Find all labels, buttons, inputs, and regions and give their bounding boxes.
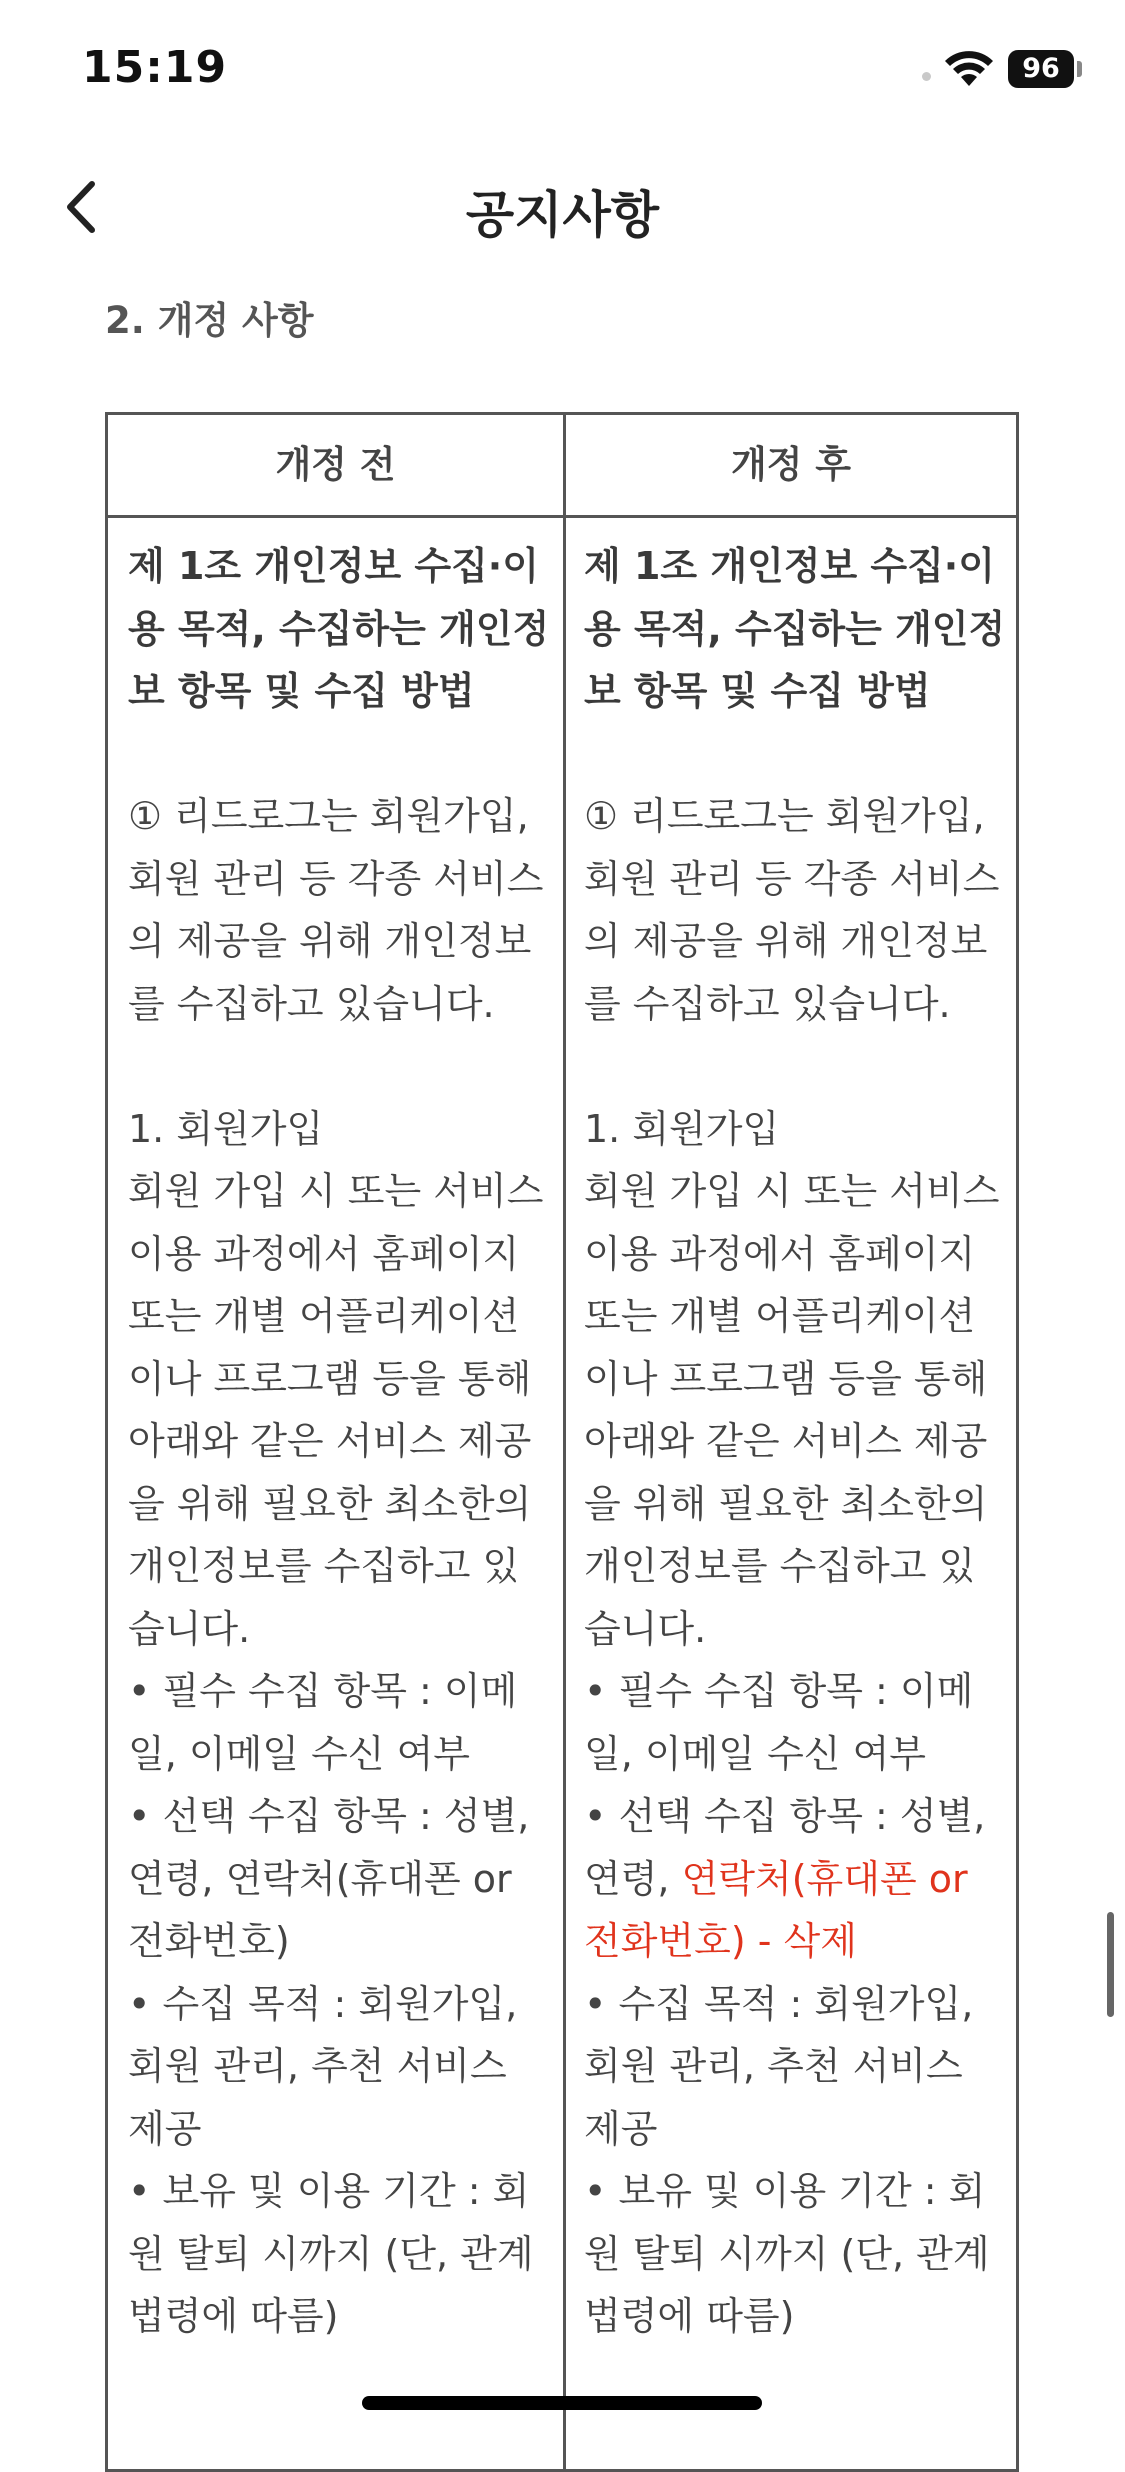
purpose-line: 회원 관리, 추천 서비스	[128, 2044, 507, 2088]
optional-items-line: • 선택 수집 항목 : 성별,	[584, 1794, 986, 1838]
spacer	[128, 1035, 548, 1098]
purpose-line: • 수집 목적 : 회원가입,	[128, 1981, 518, 2026]
home-indicator[interactable]	[362, 2396, 762, 2410]
sub-heading: 1. 회원가입	[128, 1106, 324, 1151]
cell-after	[584, 535, 1004, 2348]
body-line: 개인정보를 수집하고 있	[584, 1544, 976, 1588]
article-title-line: 보 항목 및 수집 방법	[128, 669, 475, 713]
body-line: 회원 가입 시 또는 서비스	[128, 1169, 544, 1213]
spacer	[128, 723, 548, 786]
wifi-icon	[944, 48, 994, 88]
body-line: 아래와 같은 서비스 제공	[584, 1419, 988, 1463]
status-bar	[0, 0, 1125, 140]
navigation-bar	[0, 150, 1125, 260]
optional-items-line: • 선택 수집 항목 : 성별,	[128, 1794, 530, 1838]
optional-items-line: 연령, 연락처(휴대폰 or	[128, 1856, 512, 1901]
article-title-line: 용 목적, 수집하는 개인정	[584, 606, 1006, 651]
article-title-line: 보 항목 및 수집 방법	[584, 669, 931, 713]
article-title-line: 제 1조 개인정보 수집·이	[128, 544, 539, 588]
article-title-line: 제 1조 개인정보 수집·이	[584, 544, 995, 588]
cell-before	[128, 535, 548, 2348]
intro-line: ① 리드로그는 회원가입,	[584, 794, 985, 838]
column-divider	[563, 415, 566, 2469]
spacer	[584, 723, 1004, 786]
spacer	[584, 1035, 1004, 1098]
retention-line: 원 탈퇴 시까지 (단, 관계	[584, 2231, 990, 2276]
body-line: 이나 프로그램 등을 통해	[584, 1356, 988, 1401]
body-line: 습니다.	[128, 1606, 251, 1651]
body-line: 습니다.	[584, 1606, 707, 1651]
body-line: 아래와 같은 서비스 제공	[128, 1419, 532, 1463]
recording-dot-icon	[922, 72, 931, 81]
header-before: 개정 전	[275, 443, 396, 486]
battery-tip	[1077, 61, 1082, 77]
purpose-line: 회원 관리, 추천 서비스	[584, 2044, 963, 2088]
deleted-text: 연락처(휴대폰 or	[681, 1856, 968, 1901]
retention-line: 법령에 따름)	[584, 2294, 795, 2338]
intro-line: 회원 관리 등 각종 서비스	[584, 856, 1000, 901]
table-header-row	[108, 415, 1016, 518]
purpose-line: 제공	[584, 2106, 658, 2151]
body-line: 이용 과정에서 홈페이지	[128, 1231, 520, 1276]
intro-line: 회원 관리 등 각종 서비스	[128, 856, 544, 901]
required-items-line: • 필수 수집 항목 : 이메	[128, 1669, 518, 1713]
retention-line: 원 탈퇴 시까지 (단, 관계	[128, 2231, 534, 2276]
section-heading: 2. 개정 사항	[105, 299, 314, 342]
body-line: 회원 가입 시 또는 서비스	[584, 1169, 1000, 1213]
required-items-line: 일, 이메일 수신 여부	[128, 1731, 470, 1776]
body-line: 을 위해 필요한 최소한의	[584, 1481, 988, 1526]
status-time: 15:19	[82, 42, 228, 93]
article-title-line: 용 목적, 수집하는 개인정	[128, 606, 550, 651]
intro-line: 의 제공을 위해 개인정보	[584, 919, 988, 963]
optional-items-line-changed	[584, 1848, 1004, 1911]
body-line: 을 위해 필요한 최소한의	[128, 1481, 532, 1526]
body-line: 이나 프로그램 등을 통해	[128, 1356, 532, 1401]
intro-line: ① 리드로그는 회원가입,	[128, 794, 529, 838]
optional-prefix: 연령,	[584, 1856, 682, 1901]
deleted-text: 전화번호) - 삭제	[584, 1919, 857, 1963]
page-title: 공지사항	[465, 186, 660, 244]
intro-line: 의 제공을 위해 개인정보	[128, 919, 532, 963]
required-items-line: 일, 이메일 수신 여부	[584, 1731, 926, 1776]
retention-line: 법령에 따름)	[128, 2294, 339, 2338]
battery-icon: 96	[1008, 50, 1074, 88]
retention-line: • 보유 및 이용 기간 : 회	[128, 2169, 530, 2213]
optional-items-line: 전화번호)	[128, 1919, 290, 1963]
body-line: 또는 개별 어플리케이션	[584, 1294, 976, 1338]
scrollbar[interactable]	[1107, 1912, 1114, 2017]
header-after: 개정 후	[730, 443, 852, 486]
required-items-line: • 필수 수집 항목 : 이메	[584, 1669, 974, 1713]
purpose-line: 제공	[128, 2106, 202, 2151]
body-line: 또는 개별 어플리케이션	[128, 1294, 520, 1338]
revision-table	[105, 412, 1019, 2472]
sub-heading: 1. 회원가입	[584, 1106, 780, 1151]
retention-line: • 보유 및 이용 기간 : 회	[584, 2169, 986, 2213]
intro-line: 를 수집하고 있습니다.	[584, 981, 951, 1026]
body-line: 개인정보를 수집하고 있	[128, 1544, 520, 1588]
purpose-line: • 수집 목적 : 회원가입,	[584, 1981, 974, 2026]
intro-line: 를 수집하고 있습니다.	[128, 981, 495, 1026]
body-line: 이용 과정에서 홈페이지	[584, 1231, 976, 1276]
